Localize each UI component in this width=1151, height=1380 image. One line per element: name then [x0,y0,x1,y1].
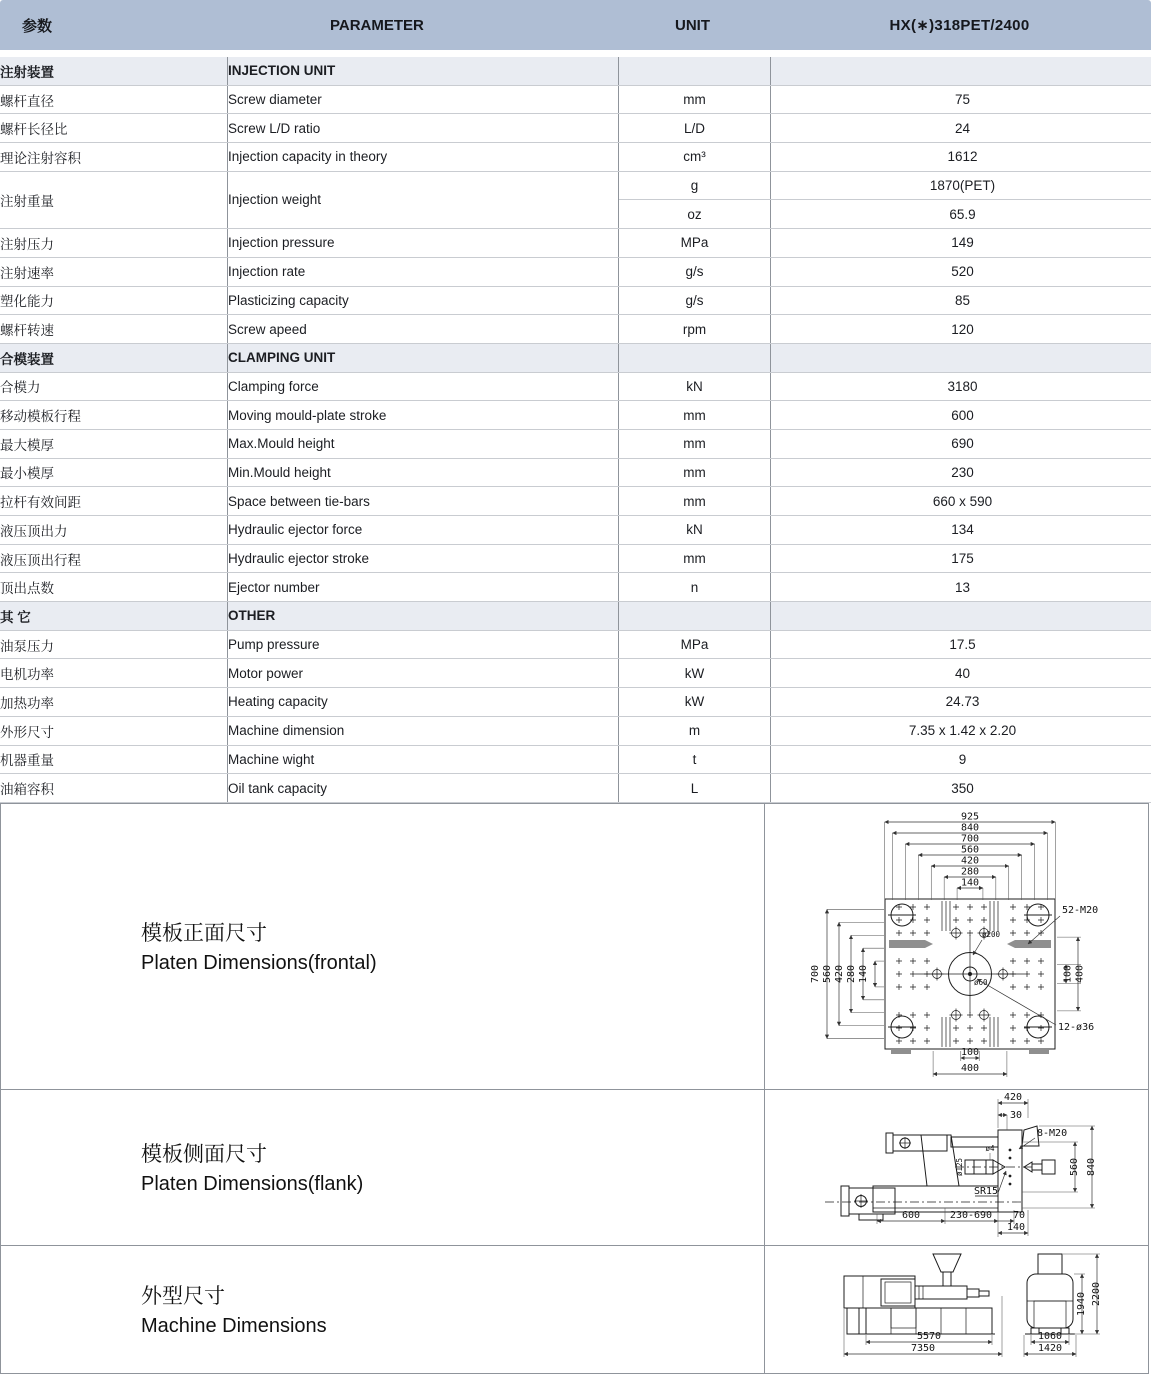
callout-bolt-holes: 8-M20 [1037,1127,1068,1139]
table-row [0,573,1151,602]
callout-center-hole: ø60 [974,977,988,987]
value-cell: 520 [771,257,1151,286]
callout-ring: ø125 [955,1157,964,1176]
diagram-title-en: Platen Dimensions(frontal) [141,952,377,975]
table-row [0,315,1151,344]
table-row [0,286,1151,315]
unit-cell: oz [619,200,771,229]
table-row [0,401,1151,430]
dim-label: 560 [1069,1157,1080,1176]
section-title-cn: 其 它 [0,602,228,631]
table-row [0,458,1151,487]
dim-label: 1420 [1037,1342,1063,1354]
unit-cell: mm [619,85,771,114]
section-row [0,343,1151,372]
dim-label: 100 [960,1046,980,1058]
dim-label: 230-690 [949,1209,993,1221]
header-unit: UNIT [675,16,710,34]
section-row [0,602,1151,631]
dim-label: 5570 [916,1330,942,1342]
param-cn: 最大模厚 [0,429,228,458]
extension-lines [827,822,1081,1077]
callout-nozzle-hole: ø4 [985,1143,995,1153]
param-cn: 螺杆长径比 [0,114,228,143]
value-cell: 1612 [771,143,1151,172]
callout-sphere: SR15 [973,1185,999,1197]
param-en: Clamping force [228,372,619,401]
value-cell: 75 [771,85,1151,114]
unit-cell: L/D [619,114,771,143]
param-en: Max.Mould height [228,429,619,458]
param-en: Min.Mould height [228,458,619,487]
section-unit-cell [619,57,771,85]
dim-label: 840 [960,822,980,834]
table-row [0,716,1151,745]
dim-label: 925 [960,811,980,823]
diagram-title-cn: 模板侧面尺寸 [141,1143,267,1167]
value-cell: 65.9 [771,200,1151,229]
dim-label: 600 [901,1209,921,1221]
value-cell: 600 [771,401,1151,430]
param-en: Pump pressure [228,630,619,659]
diagram-label-machine [1,1246,765,1373]
dim-label: 280 [846,964,857,983]
section-value-cell [771,602,1151,631]
table-row [0,774,1151,803]
unit-cell: n [619,573,771,602]
diagram-title-en: Machine Dimensions [141,1315,327,1338]
dim-label: 400 [960,1062,980,1074]
table-row [0,487,1151,516]
unit-cell: g/s [619,286,771,315]
param-cn: 理论注射容积 [0,143,228,172]
table-row [0,85,1151,114]
unit-cell: rpm [619,315,771,344]
param-cn: 注射速率 [0,257,228,286]
value-cell: 9 [771,745,1151,774]
diagram-row-machine [0,1245,1149,1374]
machine-silhouette [844,1254,1075,1334]
machine-side-outline [825,1126,1055,1220]
param-cn: 合模力 [0,372,228,401]
section-value-cell [771,343,1151,372]
param-cn: 拉杆有效间距 [0,487,228,516]
dim-label: 1060 [1037,1330,1063,1342]
param-en: Screw diameter [228,85,619,114]
dim-label: 560 [960,844,980,856]
dim-label: 400 [1074,964,1086,983]
frontal-platen-diagram [765,804,1148,1089]
dim-label: 70 [1012,1209,1026,1221]
unit-cell: MPa [619,630,771,659]
unit-cell: g/s [619,257,771,286]
param-cn: 机器重量 [0,745,228,774]
table-header [0,0,1151,50]
unit-cell: kW [619,688,771,717]
table-row [0,630,1151,659]
unit-cell: MPa [619,229,771,258]
table-row [0,171,1151,200]
unit-cell: mm [619,401,771,430]
section-unit-cell [619,343,771,372]
value-cell: 690 [771,429,1151,458]
section-title-cn: 合模装置 [0,343,228,372]
param-cn: 液压顶出力 [0,516,228,545]
dim-label: 560 [822,964,833,983]
value-cell: 175 [771,544,1151,573]
section-title-en: INJECTION UNIT [228,57,619,85]
param-cn: 移动模板行程 [0,401,228,430]
param-cn: 螺杆转速 [0,315,228,344]
unit-cell: t [619,745,771,774]
table-row [0,544,1151,573]
header-model: HX(∗)318PET/2400 [889,17,1030,34]
param-cn: 注射压力 [0,229,228,258]
unit-cell: mm [619,429,771,458]
value-cell: 230 [771,458,1151,487]
param-en: Injection pressure [228,229,619,258]
dim-label: 420 [960,855,980,867]
section-row [0,57,1151,85]
value-cell: 350 [771,774,1151,803]
callout-tiebar-holes: 12-ø36 [1058,1021,1095,1033]
table-row [0,659,1151,688]
param-cn: 液压顶出行程 [0,544,228,573]
table-row [0,257,1151,286]
value-cell: 149 [771,229,1151,258]
param-en: Screw L/D ratio [228,114,619,143]
value-cell: 17.5 [771,630,1151,659]
dim-label: 2200 [1091,1281,1102,1306]
unit-cell: g [619,171,771,200]
dim-label: 700 [810,964,821,983]
table-row [0,143,1151,172]
param-en: Oil tank capacity [228,774,619,803]
unit-cell: mm [619,458,771,487]
section-unit-cell [619,602,771,631]
dim-label: 7350 [910,1342,936,1354]
param-cn: 注射重量 [0,171,228,228]
dim-label: 420 [834,964,845,983]
diagram-label-frontal [1,804,765,1089]
table-row [0,429,1151,458]
param-cn: 油泵压力 [0,630,228,659]
param-en: Moving mould-plate stroke [228,401,619,430]
value-cell: 3180 [771,372,1151,401]
param-en: Space between tie-bars [228,487,619,516]
table-row [0,688,1151,717]
param-cn: 顶出点数 [0,573,228,602]
unit-cell: kN [619,516,771,545]
value-cell: 13 [771,573,1151,602]
diagram-title-cn: 外型尺寸 [141,1285,225,1309]
header-param-cn: 参数 [22,17,53,35]
value-cell: 24 [771,114,1151,143]
platen-outline [885,899,1055,1054]
table-row [0,745,1151,774]
param-en: Screw apeed [228,315,619,344]
dim-label: 30 [1009,1109,1023,1121]
param-cn: 电机功率 [0,659,228,688]
param-en: Ejector number [228,573,619,602]
dim-label: 840 [1086,1157,1097,1176]
param-en: Hydraulic ejector stroke [228,544,619,573]
param-en: Plasticizing capacity [228,286,619,315]
flank-platen-diagram [765,1090,1148,1245]
dim-label: 140 [858,964,869,983]
section-title-en: OTHER [228,602,619,631]
header-param-en: PARAMETER [330,16,424,34]
dim-label: 280 [960,866,980,878]
param-cn: 螺杆直径 [0,85,228,114]
param-cn: 最小模厚 [0,458,228,487]
diagram-label-flank [1,1090,765,1245]
value-cell: 7.35 x 1.42 x 2.20 [771,716,1151,745]
diagram-canvas-flank [765,1090,1148,1245]
value-cell: 24.73 [771,688,1151,717]
dim-label: 1940 [1076,1291,1087,1316]
param-cn: 油箱容积 [0,774,228,803]
param-en: Hydraulic ejector force [228,516,619,545]
value-cell: 120 [771,315,1151,344]
section-title-cn: 注射装置 [0,57,228,85]
table-row [0,516,1151,545]
callout-bolt-holes: 52-M20 [1062,904,1099,916]
table-row [0,229,1151,258]
diagram-canvas-frontal [765,804,1148,1089]
value-cell: 134 [771,516,1151,545]
param-en: Machine dimension [228,716,619,745]
diagram-title-en: Platen Dimensions(flank) [141,1173,364,1196]
unit-cell: kW [619,659,771,688]
value-cell: 85 [771,286,1151,315]
diagram-row-platen-flank [0,1089,1149,1246]
unit-cell: m [619,716,771,745]
callout-ring: ø200 [982,929,1001,939]
param-en: Injection rate [228,257,619,286]
unit-cell: cm³ [619,143,771,172]
param-en: Machine wight [228,745,619,774]
unit-cell: L [619,774,771,803]
dim-label: 700 [960,833,980,845]
param-en: Heating capacity [228,688,619,717]
machine-dimensions-diagram [765,1246,1148,1373]
param-en: Injection weight [228,171,619,228]
dim-label: 140 [960,877,980,889]
param-en: Motor power [228,659,619,688]
diagram-title-cn: 模板正面尺寸 [141,922,267,946]
unit-cell: kN [619,372,771,401]
value-cell: 1870(PET) [771,171,1151,200]
diagram-row-platen-frontal [0,803,1149,1090]
dim-label: 420 [1003,1091,1023,1103]
param-cn: 塑化能力 [0,286,228,315]
dim-label: 140 [1006,1221,1026,1233]
unit-cell: mm [619,487,771,516]
table-row [0,114,1151,143]
param-cn: 外形尺寸 [0,716,228,745]
table-row [0,372,1151,401]
value-cell: 660 x 590 [771,487,1151,516]
section-value-cell [771,57,1151,85]
value-cell: 40 [771,659,1151,688]
diagram-canvas-machine [765,1246,1148,1373]
param-en: Injection capacity in theory [228,143,619,172]
unit-cell: mm [619,544,771,573]
dim-label: 100 [1062,964,1074,983]
section-title-en: CLAMPING UNIT [228,343,619,372]
spec-table [0,57,1151,803]
param-cn: 加热功率 [0,688,228,717]
